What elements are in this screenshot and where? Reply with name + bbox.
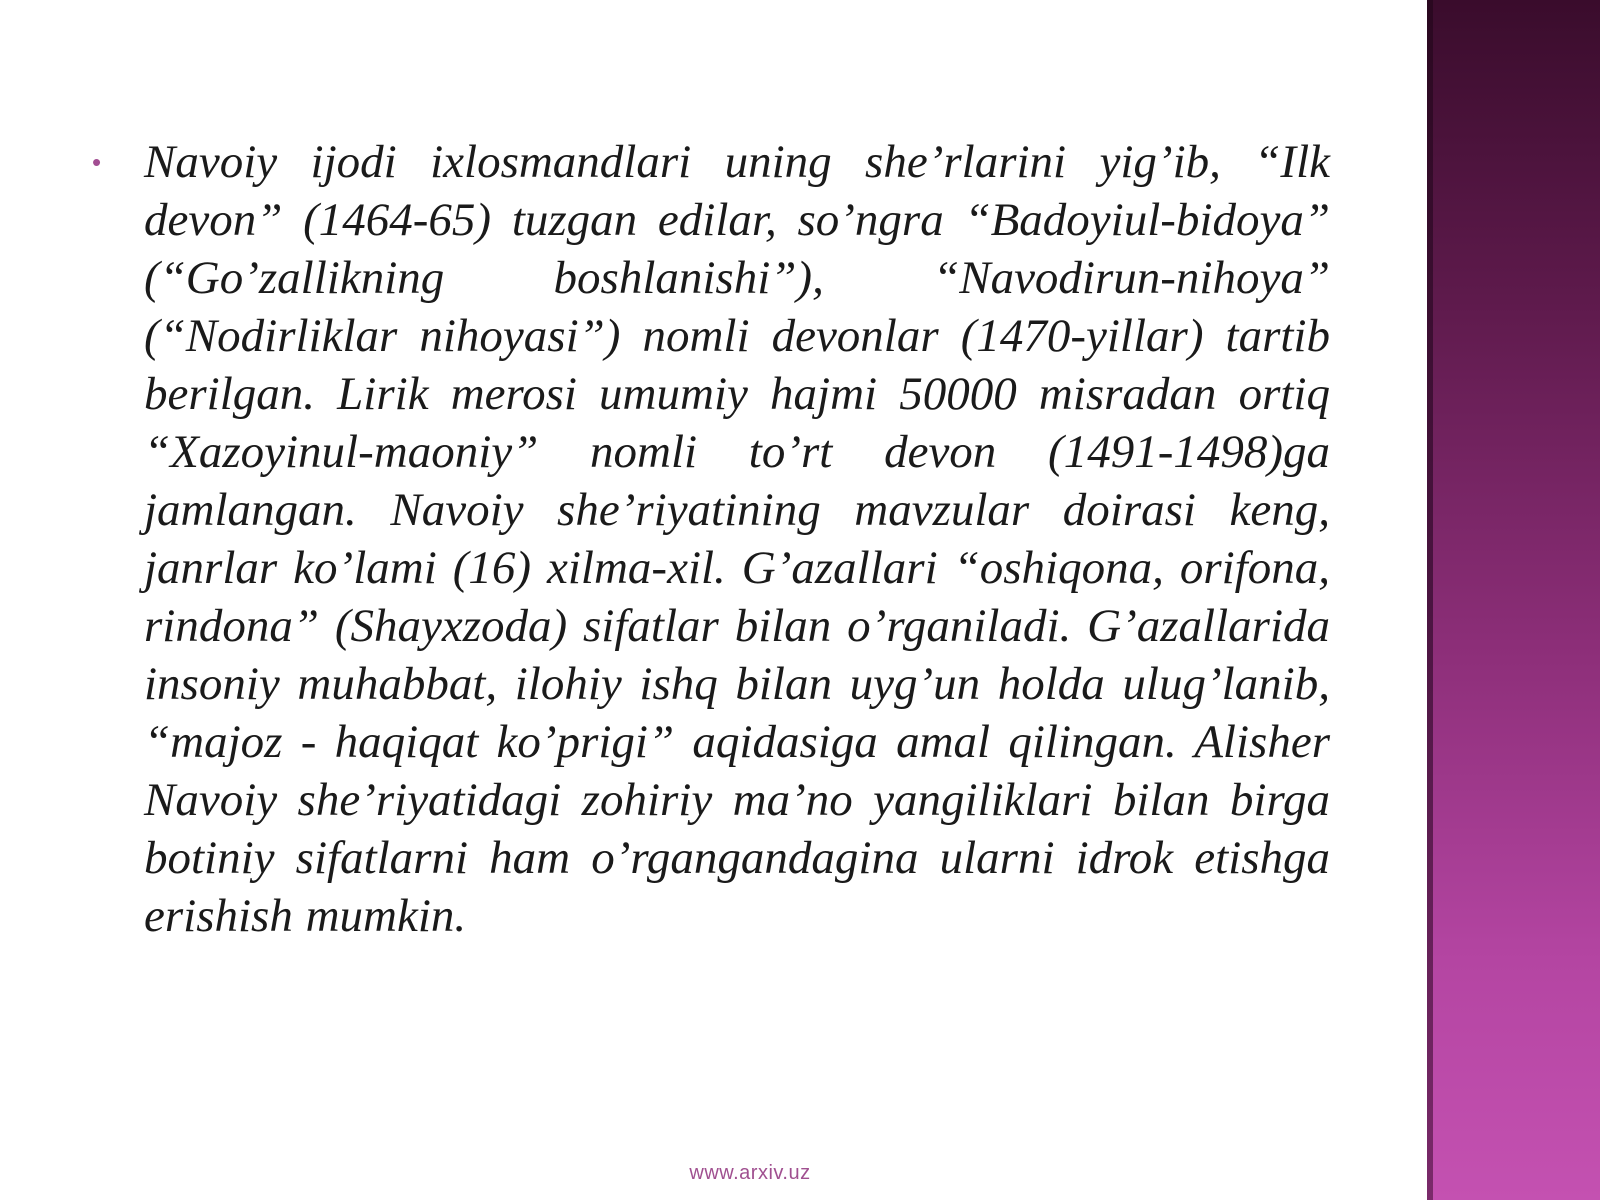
side-panel-edge xyxy=(1427,0,1433,1200)
decorative-side-panel xyxy=(1427,0,1600,1200)
footer-url: www.arxiv.uz xyxy=(689,1162,811,1184)
bullet-text: Navoiy ijodi ixlosmandlari uning she’rlarini yig’ib, “Ilk devon” (1464-65) tuzgan edilar, so’ngra “Badoyiul-bidoya” (“Go’zallikning boshlanishi”), “Navodirun-nihoya” (“Nodirliklar nihoyasi”) nomli devonlar (1470-yillar) tartib berilgan. Lirik merosi umumiy hajmi 50000 misradan ortiq “Xazoyinul-maoniy” nomli to’rt devon (1491-1498)ga jamlangan. Navoiy she’riyatining mavzular doirasi keng, janrlar ko’lami (16) xilma-xil. G’azallari “oshiqona, orifona, rindona” (Shayxzoda) sifatlar bilan o’rganiladi. G’azallarida insoniy muhabbat, ilohiy ishq bilan uyg’un holda ulug’lanib, “majoz - haqiqat ko’prigi” aqidasiga amal qilingan. Alisher Navoiy she’riyatidagi zohiriy ma’no yangiliklari bilan birga botiniy sifatlarni ham o’rgangandagina ularni idrok etishga erishish mumkin. xyxy=(144,136,1330,942)
bullet-icon: • xyxy=(92,147,102,177)
bullet-item xyxy=(92,133,1330,945)
